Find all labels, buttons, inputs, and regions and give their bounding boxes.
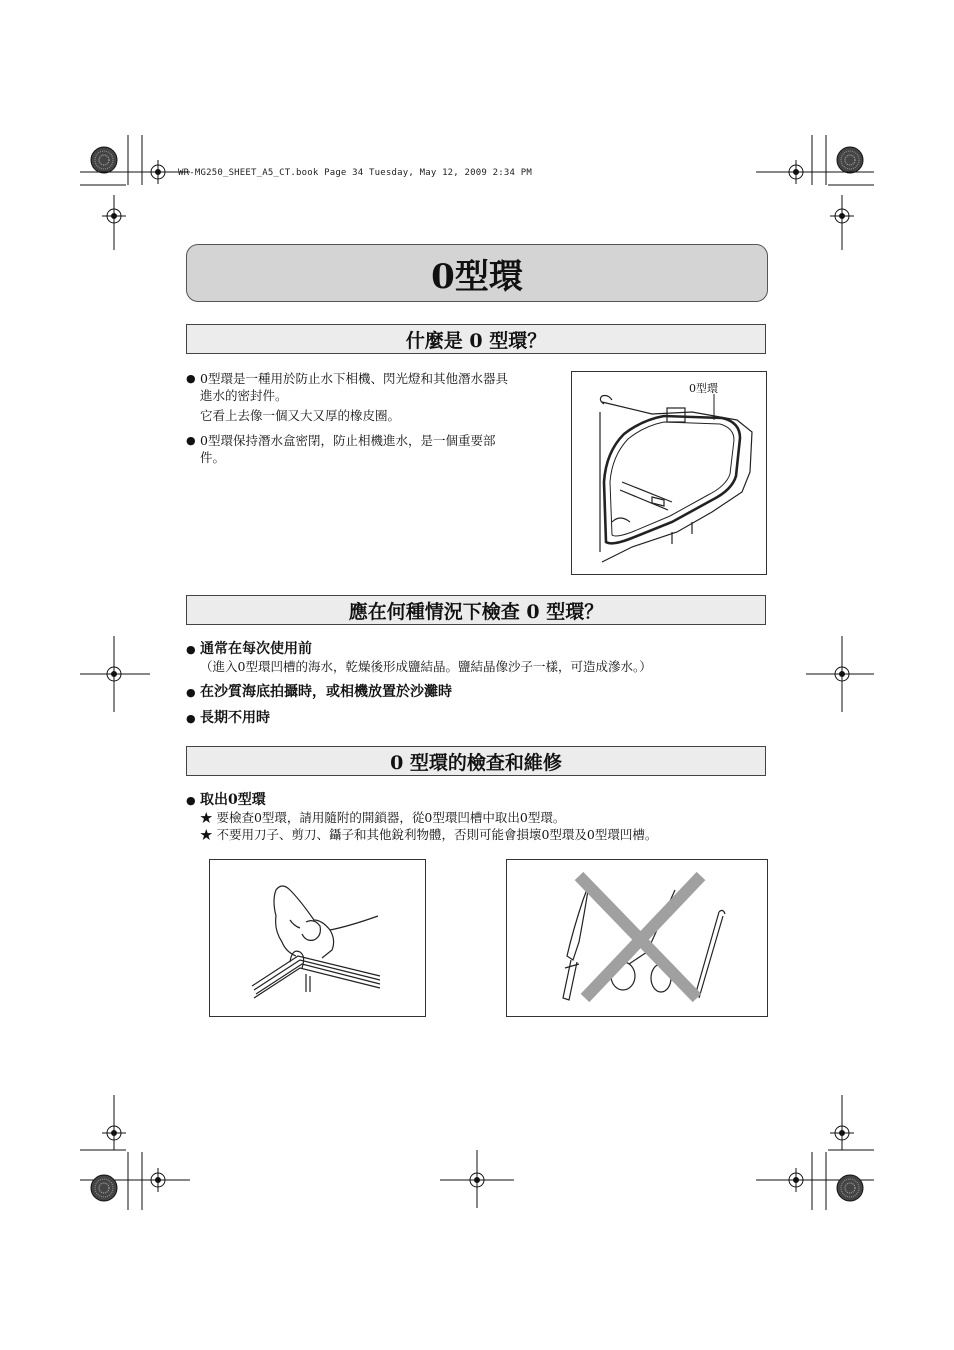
bullet-icon: ●	[186, 643, 196, 656]
sharp-tools-prohibited-figure	[506, 859, 768, 1017]
list-item	[186, 370, 556, 424]
paragraph-line: 件。	[200, 450, 226, 465]
page-title: 0型環	[431, 256, 523, 297]
list-item-note: （進入0型環凹槽的海水，乾燥後形成鹽結晶。鹽結晶像沙子一樣，可造成滲水。）	[200, 659, 652, 674]
section-heading-what-is	[186, 324, 766, 354]
list-item	[186, 641, 766, 675]
prohibited-cross-icon	[579, 876, 701, 998]
list-item-title: 長期不用時	[200, 710, 270, 726]
list-item-note: ★ 不要用刀子、剪刀、鑷子和其他銳利物體，否則可能會損壞0型環及0型環凹槽。	[200, 827, 658, 842]
list-item-note: ★ 要檢查0型環，請用隨附的開鎖器，從0型環凹槽中取出0型環。	[200, 810, 566, 825]
bullet-icon: ●	[186, 712, 196, 725]
list-item-title: 取出0型環	[200, 792, 266, 808]
o-ring-label: 0型環	[689, 382, 718, 395]
tweezers-icon	[695, 910, 725, 998]
bullet-icon: ●	[186, 434, 196, 447]
paragraph-line: 進水的密封件。	[200, 388, 288, 403]
prohibited-tools-illustration	[507, 860, 767, 1016]
hand-removing-o-ring-illustration	[210, 860, 425, 1016]
list-item-title: 通常在每次使用前	[200, 641, 312, 657]
bullet-icon: ●	[186, 686, 196, 699]
list-item-title: 在沙質海底拍攝時，或相機放置於沙灘時	[200, 684, 452, 700]
bullet-icon: ●	[186, 372, 196, 385]
paragraph-line: 0型環是一種用於防止水下相機、閃光燈和其他潛水器具	[200, 371, 508, 386]
section-heading-when-inspect	[186, 595, 766, 625]
page-title-box	[186, 244, 768, 302]
section-heading-inspection-maintenance	[186, 746, 766, 776]
list-item	[186, 792, 766, 843]
section-heading-text: 什麼是 0 型環？	[405, 329, 547, 352]
list-item	[186, 684, 766, 701]
section-heading-text: 0 型環的檢查和維修	[390, 751, 562, 774]
list-item	[186, 710, 766, 727]
section-heading-text: 應在何種情況下檢查 0 型環？	[348, 600, 604, 623]
print-header: WR-MG250_SHEET_A5_CT.book Page 34 Tuesday, May 12, 2009 2:34 PM	[178, 168, 532, 178]
paragraph-line: 0型環保持潛水盒密閉，防止相機進水，是一個重要部	[200, 433, 496, 448]
paragraph-line: 它看上去像一個又大又厚的橡皮圈。	[200, 408, 401, 423]
remove-o-ring-figure	[209, 859, 426, 1017]
list-item	[186, 432, 556, 466]
o-ring-illustration	[572, 372, 766, 574]
knife-icon	[563, 884, 589, 1000]
bullet-icon: ●	[186, 794, 196, 807]
o-ring-figure	[571, 371, 767, 575]
